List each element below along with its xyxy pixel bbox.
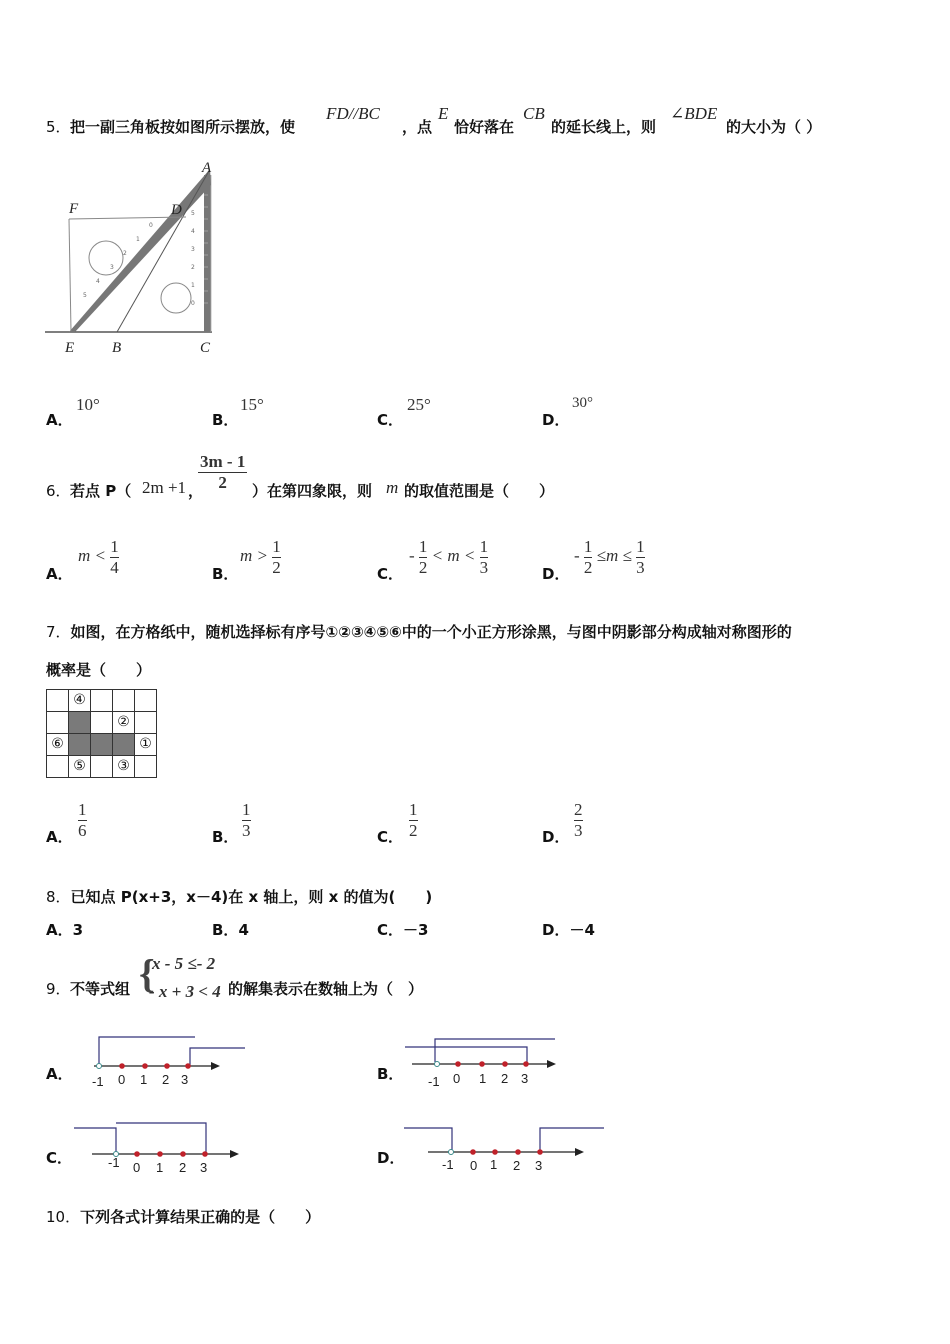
q9-number: 9． xyxy=(46,980,71,998)
q9-numberline-b[interactable] xyxy=(402,1032,562,1092)
tick-label: 0 xyxy=(133,1160,141,1175)
q7-option-a-label: A． xyxy=(46,828,73,846)
tick-label: 3 xyxy=(200,1160,208,1175)
q6-c-den: 2 xyxy=(418,557,428,577)
q9-text-b: 的解集表示在数轴上为（ ） xyxy=(228,980,424,998)
tick-label: 1 xyxy=(140,1072,148,1087)
q6-b-num: 1 xyxy=(272,537,281,556)
vert-mark-1: 1 xyxy=(191,282,195,289)
q5-math-line: CB xyxy=(523,104,545,123)
q9-ineq2: - x + 3 < 4 xyxy=(149,982,221,1001)
q6-sep: ， xyxy=(188,482,204,500)
q6-c-left: - xyxy=(409,545,415,565)
q9-option-b-label[interactable]: B． xyxy=(377,1065,404,1083)
q9-option-a-label[interactable]: A． xyxy=(46,1065,73,1083)
vert-mark-2: 2 xyxy=(191,264,195,271)
q6-frac-num: 3m - 1 xyxy=(200,452,246,471)
q7-stem-line1 xyxy=(46,621,792,642)
q5-option-b-value: 15° xyxy=(240,395,264,414)
tick-label: 2 xyxy=(513,1158,521,1173)
q6-c-mid: < m < xyxy=(431,545,476,565)
q5-math-point: E xyxy=(438,104,449,123)
q7-number: 7． xyxy=(46,623,71,641)
q6-a-num: 1 xyxy=(110,537,119,556)
q5-number: 5． xyxy=(46,118,71,136)
q6-frac-den: 2 xyxy=(218,472,227,492)
q5-text-e: 的大小为（ ） xyxy=(726,118,822,136)
q5-option-c-value: 25° xyxy=(407,395,431,414)
q7-option-d-label: D． xyxy=(542,828,570,846)
q7-option-c[interactable] xyxy=(377,800,497,850)
q8-option-b-value: 4 xyxy=(238,921,249,939)
q7-b-num: 1 xyxy=(242,800,251,819)
grid-shaded-cell xyxy=(69,712,91,734)
q8-option-d-label: D． xyxy=(542,921,570,939)
q6-c-num: 1 xyxy=(418,537,428,556)
q6-number: 6． xyxy=(46,482,71,500)
q5-option-b-label: B． xyxy=(212,411,239,429)
tick-label: 3 xyxy=(521,1071,529,1086)
q6-d-mid: ≤m ≤ xyxy=(596,545,632,565)
tick-label: 3 xyxy=(535,1158,543,1173)
q7-c-num: 1 xyxy=(409,800,418,819)
grid-mark-2[interactable]: ② xyxy=(113,712,135,734)
q9-option-d-label[interactable]: D． xyxy=(377,1149,405,1167)
q6-d-den2: 3 xyxy=(636,557,645,577)
tick-label: 2 xyxy=(162,1072,170,1087)
line-ba xyxy=(117,171,209,332)
diag-mark-2: 2 xyxy=(123,250,127,257)
q6-option-b-label: B． xyxy=(212,565,239,583)
grid-shaded-cell xyxy=(69,734,91,756)
q5-option-a-value: 10° xyxy=(76,395,100,414)
q6-text-b: ）在第四象限，则 xyxy=(252,482,373,500)
tick-label: 3 xyxy=(181,1072,189,1087)
diag-mark-5: 5 xyxy=(83,292,87,299)
q8-stem xyxy=(46,886,432,907)
q9-option-c-label[interactable]: C． xyxy=(46,1149,73,1167)
q8-option-c[interactable] xyxy=(377,919,428,940)
grid-mark-4[interactable]: ④ xyxy=(69,690,91,712)
vertical-ruler xyxy=(204,175,211,332)
q5-math-angle: ∠BDE xyxy=(670,104,718,123)
q10-text: 下列各式计算结果正确的是（ ） xyxy=(80,1208,321,1226)
q8-option-b-label: B． xyxy=(212,921,239,939)
q6-d-left: - xyxy=(574,545,580,565)
q7-line1: 如图，在方格纸中，随机选择标有序号①②③④⑤⑥中的一个小正方形涂黑，与图中阴影部分构成轴对称图形的 xyxy=(70,623,792,641)
q6-option-a-math xyxy=(78,537,119,577)
q6-math-x: 2m +1 xyxy=(142,478,187,497)
q6-option-d[interactable] xyxy=(542,537,702,585)
tick-label: 2 xyxy=(501,1071,509,1086)
q6-d-num2: 1 xyxy=(636,537,645,556)
tick-label: -1 xyxy=(92,1074,104,1089)
q5-text-d: 的延长线上，则 xyxy=(551,118,657,136)
q8-option-b[interactable] xyxy=(212,919,249,940)
protractor-circle-left xyxy=(89,241,123,275)
q6-option-d-label: D． xyxy=(542,565,570,583)
q7-option-a[interactable] xyxy=(46,800,166,850)
q10-number: 10． xyxy=(46,1208,81,1226)
q5-option-a-label: A． xyxy=(46,411,73,429)
label-e: E xyxy=(65,340,75,356)
tick-label: 1 xyxy=(490,1157,498,1172)
line-fe xyxy=(69,219,71,331)
label-b: B xyxy=(112,340,122,356)
q6-option-b-math xyxy=(240,537,281,577)
q10-stem xyxy=(46,1206,320,1227)
tick-label: 2 xyxy=(179,1160,187,1175)
q8-option-a[interactable] xyxy=(46,919,83,940)
q8-option-c-label: C． xyxy=(377,921,404,939)
q6-text-c: 的取值范围是（ ） xyxy=(404,482,555,500)
q6-c-num2: 1 xyxy=(479,537,489,556)
q5-math-parallel: FD//BC xyxy=(326,104,380,123)
q5-stem xyxy=(46,104,906,144)
tick-label: 1 xyxy=(479,1071,487,1086)
q9-numberline-a[interactable] xyxy=(74,1032,254,1092)
q6-fraction xyxy=(198,452,247,492)
q7-grid xyxy=(46,689,157,778)
grid-mark-1[interactable]: ① xyxy=(135,734,157,756)
q7-option-c-label: C． xyxy=(377,828,404,846)
q7-a-num: 1 xyxy=(78,800,87,819)
q8-number: 8． xyxy=(46,888,71,906)
tick-label: -1 xyxy=(108,1155,120,1170)
q8-option-d[interactable] xyxy=(542,919,595,940)
q6-b-left: m > xyxy=(240,545,268,565)
q9-brace: { xyxy=(139,951,155,996)
label-f: F xyxy=(69,201,79,217)
q7-option-b-label: B． xyxy=(212,828,239,846)
q6-option-a-label: A． xyxy=(46,565,73,583)
tick-label: 1 xyxy=(156,1160,164,1175)
q7-option-b[interactable] xyxy=(212,800,332,850)
q8-option-a-label: A． xyxy=(46,921,73,939)
q9-text-a: 不等式组 xyxy=(70,980,131,998)
q6-a-den: 4 xyxy=(110,557,119,577)
q5-option-c-label: C． xyxy=(377,411,404,429)
q6-c-den2: 3 xyxy=(479,557,489,577)
q8-option-c-value: －3 xyxy=(403,921,429,939)
q5-text-b: ，点 xyxy=(402,118,433,136)
q6-math-m: m xyxy=(386,478,399,497)
diag-mark-0: 0 xyxy=(149,222,153,229)
q7-d-num: 2 xyxy=(574,800,583,819)
q6-text-a: 若点 P（ xyxy=(70,482,132,500)
q6-d-num: 1 xyxy=(583,537,593,556)
grid-shaded-cell xyxy=(91,734,113,756)
q5-option-d-value: 30° xyxy=(572,395,593,411)
q8-option-d-value: －4 xyxy=(569,921,595,939)
q6-option-d-math xyxy=(574,537,645,577)
vert-mark-0: 0 xyxy=(191,300,195,307)
tick-label: 0 xyxy=(470,1158,478,1173)
q6-d-den: 2 xyxy=(583,557,593,577)
label-c: C xyxy=(200,340,211,356)
q6-option-a[interactable] xyxy=(46,537,196,585)
protractor-circle-right xyxy=(161,283,191,313)
q7-option-d[interactable] xyxy=(542,800,662,850)
q6-option-b[interactable] xyxy=(212,537,362,585)
diag-mark-4: 4 xyxy=(96,278,100,285)
q6-option-c-label: C． xyxy=(377,565,404,583)
q5-text-c: 恰好落在 xyxy=(454,118,515,136)
q5-triangle-figure xyxy=(40,155,230,365)
vert-mark-3: 3 xyxy=(191,246,195,253)
tick-label: 0 xyxy=(118,1072,126,1087)
q5-text-a: 把一副三角板按如图所示摆放，使 xyxy=(70,118,296,136)
q9-ineq1: x - 5 ≤- 2 xyxy=(152,954,216,973)
q6-option-c-math xyxy=(409,537,488,577)
vert-mark-5: 5 xyxy=(191,210,195,217)
q9-numberline-d[interactable] xyxy=(402,1118,612,1178)
q7-d-den: 3 xyxy=(574,820,583,840)
q7-c-den: 2 xyxy=(409,820,418,840)
grid-mark-5[interactable]: ⑤ xyxy=(69,756,91,778)
q7-stem-line2: 概率是（ ） xyxy=(46,661,152,679)
q7-a-den: 6 xyxy=(78,820,87,840)
q9-stem xyxy=(46,950,566,1008)
tick-label: -1 xyxy=(428,1074,440,1089)
label-a: A xyxy=(202,160,212,176)
q5-option-d-label: D． xyxy=(542,411,570,429)
q6-b-den: 2 xyxy=(272,557,281,577)
q6-stem xyxy=(46,452,746,502)
grid-mark-6[interactable]: ⑥ xyxy=(47,734,69,756)
label-d: D xyxy=(171,202,182,218)
grid-shaded-cell xyxy=(113,734,135,756)
diag-mark-3: 3 xyxy=(110,264,114,271)
q8-option-a-value: 3 xyxy=(72,921,84,939)
q9-numberline-c[interactable] xyxy=(72,1118,252,1178)
tick-label: 0 xyxy=(453,1071,461,1086)
grid-mark-3[interactable]: ③ xyxy=(113,756,135,778)
q6-a-left: m < xyxy=(78,545,106,565)
q6-option-c[interactable] xyxy=(377,537,537,585)
tick-label: -1 xyxy=(442,1157,454,1172)
q7-b-den: 3 xyxy=(242,820,251,840)
vert-mark-4: 4 xyxy=(191,228,195,235)
q8-text: 已知点 P(x+3，x－4)在 x 轴上，则 x 的值为( ) xyxy=(70,888,433,906)
diag-mark-1: 1 xyxy=(136,236,140,243)
